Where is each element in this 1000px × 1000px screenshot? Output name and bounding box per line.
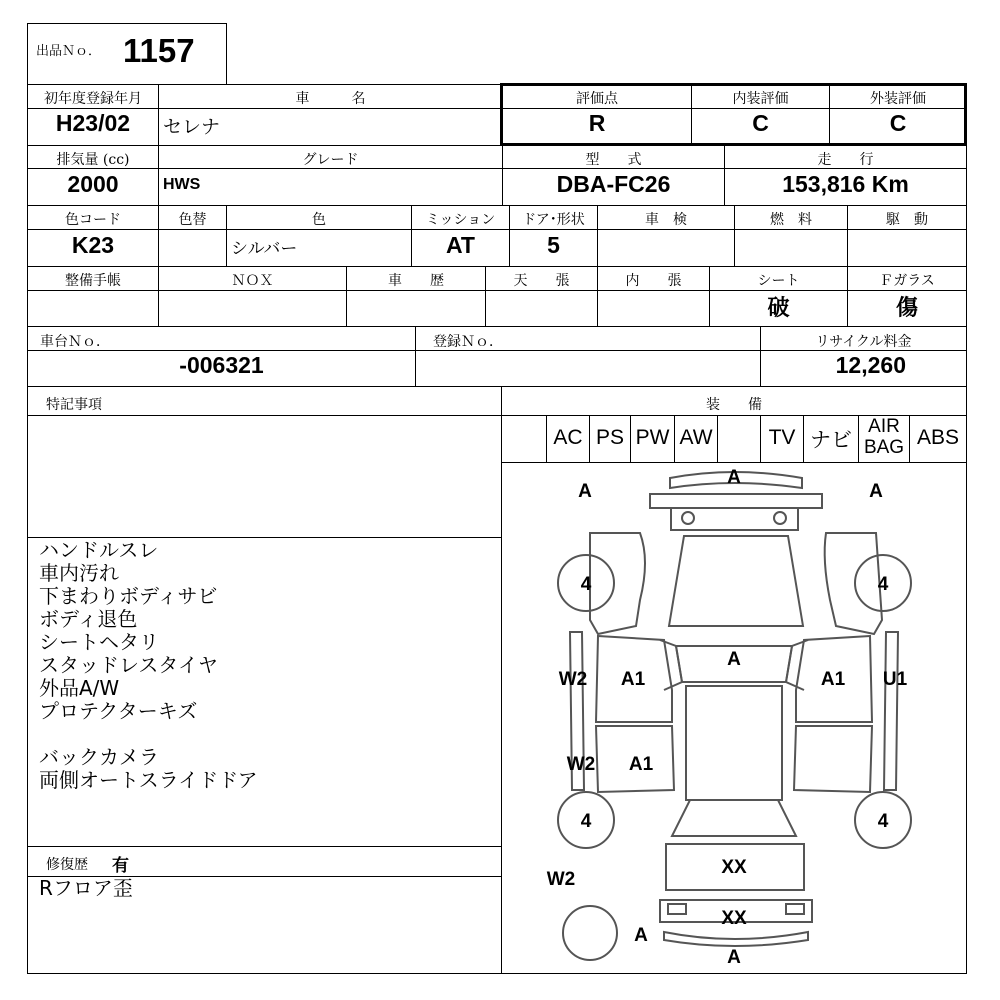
roof-lining-label: 天 張: [513, 273, 570, 289]
equipment-abs: ABS: [916, 426, 960, 449]
interior-trim-label: 内 張: [625, 273, 682, 289]
mark-left-panel: W2: [558, 669, 588, 690]
repair-history-value: 有: [112, 856, 129, 876]
mark-tire-fl: 4: [580, 574, 592, 595]
service-book-label: 整備手帳: [65, 273, 121, 289]
chassis-number-label: 車台Ｎｏ．: [40, 334, 110, 350]
notes-label: 特記事項: [46, 397, 102, 413]
interior-rating-label: 内装評価: [732, 91, 789, 107]
doors-value: 5: [547, 232, 560, 258]
hood-outline: [669, 536, 803, 626]
mark-right-front-door: A1: [820, 669, 846, 690]
seat-label: シート: [757, 273, 800, 289]
mark-front-right-corner: A: [869, 481, 883, 502]
transmission-label: ミッション: [425, 212, 496, 228]
equipment-navi: ナビ: [810, 429, 852, 452]
model-value: DBA-FC26: [556, 171, 671, 197]
seat-value: 破: [767, 295, 790, 321]
mark-tire-rr: 4: [877, 811, 889, 832]
registration-number-label: 登録Ｎｏ．: [433, 334, 503, 350]
note-line: スタッドレスタイヤ: [39, 653, 218, 677]
drive-label: 駆 動: [886, 212, 928, 228]
repaint-label: 色替: [178, 212, 207, 228]
vehicle-history-label: 車 歴: [388, 273, 444, 289]
mark-tire-fr: 4: [877, 574, 889, 595]
mark-rear-glass: XX: [721, 857, 747, 878]
roof-outline: [686, 686, 782, 800]
exterior-rating-label: 外装評価: [870, 91, 926, 107]
mark-front-left-corner: A: [578, 481, 592, 502]
front-glass-value: 傷: [895, 295, 918, 321]
mark-rear-bottom: A: [727, 947, 741, 968]
car-damage-diagram: [502, 463, 966, 973]
grade-score-value: R: [588, 110, 606, 136]
rear-glass-outline: [672, 800, 796, 836]
first-registration-label: 初年度登録年月: [44, 91, 142, 107]
note-line: 下まわりボディサビ: [39, 584, 218, 608]
lot-number-value: 1157: [123, 32, 195, 69]
equipment-label: 装 備: [706, 397, 762, 413]
recycle-fee-value: 12,260: [835, 352, 906, 378]
first-registration-value: H23/02: [55, 110, 131, 136]
mark-left-front-door: A1: [620, 669, 646, 690]
fuel-label: 燃 料: [770, 212, 812, 228]
note-line: 外品A/W: [39, 676, 120, 700]
equipment-airbag: AIR BAG: [863, 416, 905, 458]
lot-number-label: 出品Ｎｏ．: [36, 44, 102, 59]
repair-note: Rフロア歪: [39, 876, 133, 900]
mark-front-bumper: A: [727, 467, 741, 488]
displacement-value: 2000: [67, 171, 119, 197]
right-rear-door-outline: [794, 726, 872, 792]
note-line: ハンドルスレ: [39, 538, 159, 562]
equipment-aw: AW: [679, 426, 713, 449]
right-front-fender: [825, 533, 882, 634]
note-line: ボディ退色: [39, 607, 138, 631]
note-line: シートヘタリ: [39, 630, 159, 654]
inspection-label: 車 検: [645, 212, 687, 228]
color-label: 色: [312, 212, 326, 228]
mark-rear-left: A: [634, 925, 648, 946]
doors-label: ドア･形状: [522, 212, 585, 228]
equipment-ac: AC: [553, 426, 583, 449]
mark-rear-bumper: XX: [721, 908, 747, 929]
mark-right-panel: U1: [882, 669, 908, 690]
mark-left-rear-panel: W2: [566, 754, 596, 775]
note-line: プロテクターキズ: [39, 699, 198, 723]
displacement-label: 排気量 (cc): [56, 152, 130, 168]
mark-left-rear-quarter: W2: [546, 869, 576, 890]
grade-label: グレード: [302, 152, 359, 168]
repair-history-label: 修復歴: [46, 857, 88, 873]
spare-tire-outline: [563, 906, 617, 960]
mark-windshield: A: [727, 649, 741, 670]
car-name-value: セレナ: [163, 116, 221, 138]
note-line: [39, 723, 494, 746]
mark-tire-rl: 4: [580, 811, 592, 832]
color-value: シルバー: [231, 239, 298, 259]
chassis-number-value: -006321: [179, 352, 264, 378]
note-line: 車内汚れ: [39, 561, 119, 585]
right-rocker: [884, 632, 898, 790]
mileage-label: 走 行: [817, 152, 874, 168]
exterior-rating-value: C: [889, 110, 907, 136]
nox-label: ＮＯＸ: [231, 273, 274, 289]
front-glass-label: Ｆガラス: [879, 273, 935, 289]
equipment-tv: TV: [768, 426, 796, 449]
notes-list: [39, 539, 494, 792]
car-name-label: 車 名: [295, 91, 366, 107]
note-line: 両側オートスライドドア: [39, 768, 258, 792]
note-line: バックカメラ: [39, 745, 159, 769]
mileage-value: 153,816 Km: [782, 171, 909, 197]
mark-left-rear-door: A1: [628, 754, 654, 775]
front-grille-outline: [650, 494, 822, 508]
transmission-value: AT: [446, 232, 475, 258]
left-front-fender: [590, 533, 645, 634]
model-label: 型 式: [585, 152, 642, 168]
color-code-value: K23: [71, 232, 115, 258]
recycle-fee-label: リサイクル料金: [815, 334, 912, 350]
grade-value: HWS: [163, 176, 201, 193]
equipment-pw: PW: [635, 426, 670, 449]
color-code-label: 色コード: [65, 212, 121, 228]
grade-score-label: 評価点: [576, 91, 618, 107]
interior-rating-value: C: [752, 110, 769, 136]
equipment-ps: PS: [595, 426, 624, 449]
